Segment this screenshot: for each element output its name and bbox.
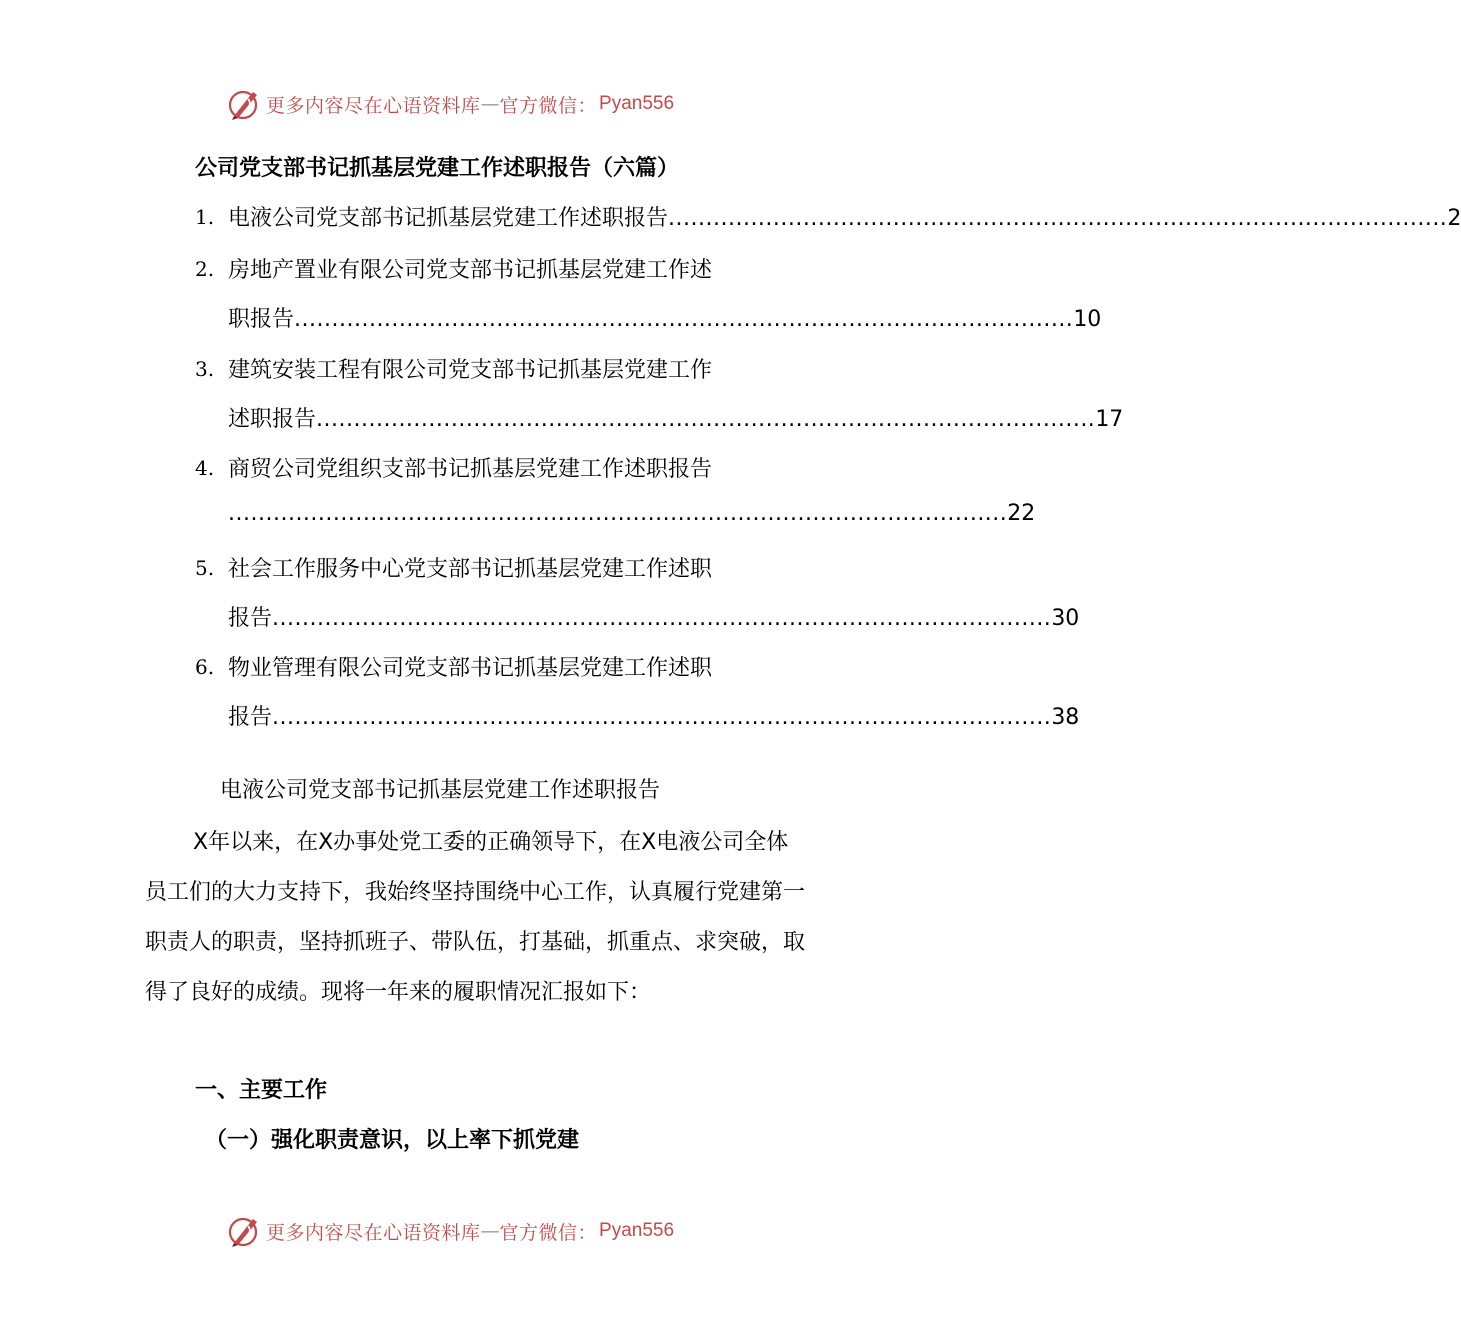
toc-page: 22 — [1007, 501, 1036, 526]
toc-label: 报告 — [228, 606, 273, 631]
toc-label: 述职报告 — [228, 407, 317, 432]
toc-label: 商贸公司党组织支部书记抓基层党建工作述职报告 — [228, 457, 713, 482]
toc-entry[interactable] — [228, 700, 1080, 731]
toc-page: 30 — [1051, 606, 1080, 631]
toc-leader: ........................................................................................................ — [228, 501, 1008, 526]
toc-number: 1. — [195, 205, 215, 229]
toc-entry[interactable] — [228, 302, 1102, 333]
pen-logo-icon — [226, 1213, 262, 1249]
toc-leader: ........................................................................................................ — [272, 705, 1052, 730]
banner-text: 更多内容尽在心语资料库 — [266, 1221, 481, 1244]
pen-logo-icon — [226, 86, 262, 122]
banner-text: 更多内容尽在心语资料库 — [266, 94, 481, 117]
toc-leader: ........................................................................................................ — [316, 407, 1096, 432]
body-paragraph — [145, 818, 810, 1018]
toc-entry-line[interactable] — [228, 452, 806, 483]
banner-official-label: 官方微信： — [499, 1221, 598, 1244]
toc-number: 2. — [195, 257, 215, 281]
toc-number: 3. — [195, 357, 215, 381]
header-banner — [226, 86, 674, 122]
toc-page: 10 — [1073, 307, 1102, 332]
section-title: 电液公司党支部书记抓基层党建工作述职报告 — [220, 778, 661, 803]
footer-banner — [226, 1213, 674, 1249]
toc-label: 报告 — [228, 705, 273, 730]
toc-label: 建筑安装工程有限公司党支部书记抓基层党建工作 — [228, 358, 713, 383]
toc-leader: ........................................................................................................ — [272, 606, 1052, 631]
heading-level-1: 一、主要工作 — [195, 1078, 328, 1103]
toc-entry-line[interactable] — [228, 353, 806, 384]
toc-page: 38 — [1051, 705, 1080, 730]
toc-entry-line[interactable] — [228, 253, 806, 284]
toc-leader: ........................................................................................................ — [668, 206, 1448, 231]
banner-official-label: 官方微信： — [499, 94, 598, 117]
toc-number: 4. — [195, 456, 215, 480]
toc-label: 房地产置业有限公司党支部书记抓基层党建工作述 — [228, 258, 713, 283]
toc-entry[interactable] — [228, 201, 1461, 232]
banner-separator: — — [480, 1220, 500, 1242]
toc-page: 17 — [1095, 407, 1124, 432]
document-title: 公司党支部书记抓基层党建工作述职报告（六篇） — [195, 156, 680, 181]
toc-label: 物业管理有限公司党支部书记抓基层党建工作述职 — [228, 656, 713, 681]
banner-handle: Pyan556 — [599, 93, 675, 114]
toc-entry-line[interactable] — [228, 651, 806, 682]
toc-page: 2 — [1447, 206, 1461, 231]
toc-entry[interactable] — [228, 601, 1080, 632]
heading-level-2: （一）强化职责意识，以上率下抓党建 — [205, 1128, 580, 1153]
toc-number: 5. — [195, 556, 215, 580]
toc-leader: ........................................................................................................ — [294, 307, 1074, 332]
toc-entry-line[interactable] — [228, 552, 806, 583]
toc-label: 职报告 — [228, 307, 295, 332]
banner-separator: — — [480, 93, 500, 115]
banner-handle: Pyan556 — [599, 1220, 675, 1241]
paragraph-text: X年以来，在X办事处党工委的正确领导下，在X电液公司全体员工们的大力支持下，我始终坚持围绕中心工作，认真履行党建第一职责人的职责，坚持抓班子、带队伍，打基础，抓重点、求突破，取得了良好的成绩。现将一年来的履职情况汇报如下： — [145, 830, 806, 1005]
toc-label: 电液公司党支部书记抓基层党建工作述职报告 — [228, 206, 669, 231]
toc-entry[interactable] — [228, 402, 1124, 433]
toc-label: 社会工作服务中心党支部书记抓基层党建工作述职 — [228, 557, 713, 582]
toc-entry[interactable] — [228, 501, 1036, 526]
toc-number: 6. — [195, 655, 215, 679]
